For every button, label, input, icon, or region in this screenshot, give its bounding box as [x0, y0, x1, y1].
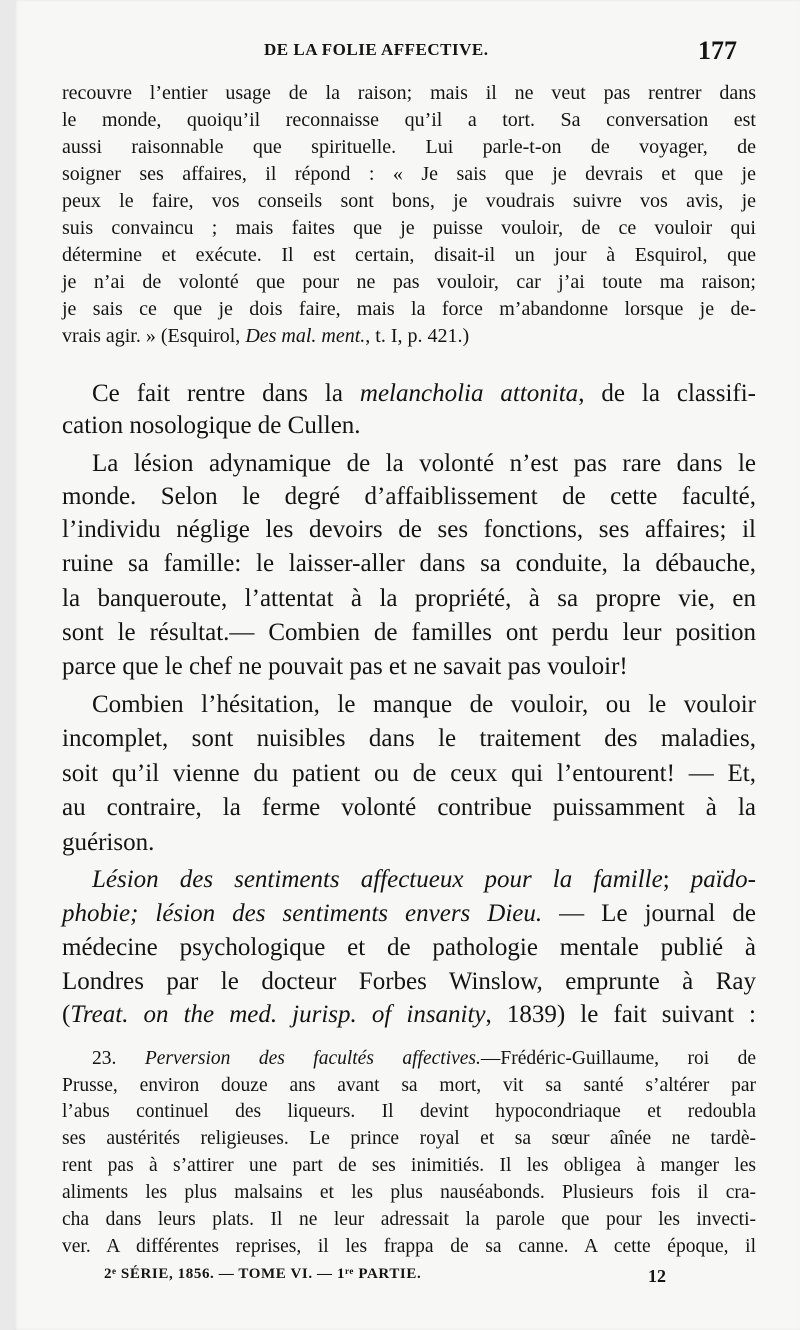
- text-line: [62, 323, 756, 349]
- italic-term: melancholia attonita: [359, 380, 579, 407]
- section-heading: phobie; lésion des sentiments envers Dieu.: [62, 900, 543, 927]
- text-line: cation nosologique de Cullen.: [62, 412, 361, 439]
- text-line: ses austérités religieuses. Le prince royal et sa sœur aînée ne tardè-: [62, 1128, 756, 1149]
- text-segment: —Frédéric-Guillaume, roi de: [480, 1048, 756, 1069]
- text-segment: , 1839) le fait suivant :: [485, 1001, 756, 1028]
- text-line: je sais ce que je dois faire, mais la force m’abandonne lorsque je de-: [62, 298, 756, 320]
- text-line: [92, 1046, 756, 1072]
- text-line: Prusse, environ douze ans avant sa mort, vit sa santé s’altérer par: [62, 1075, 756, 1096]
- text-line: cha dans leurs plats. Il ne leur adressait la parole que pour les invecti-: [62, 1209, 756, 1230]
- page-header: [14, 36, 800, 70]
- text-segment: , de la classifi-: [578, 380, 756, 407]
- text-line: guérison.: [62, 829, 155, 856]
- text-line: le monde, quoiqu’il reconnaisse qu’il a tort. Sa conversation est: [62, 109, 756, 131]
- section-heading: Lésion des sentiments affectueux pour la famille: [92, 866, 663, 893]
- book-page: [14, 0, 800, 1330]
- series-line: 2ᵉ SÉRIE, 1856. — TOME VI. — 1ʳᵉ PARTIE.: [104, 1266, 422, 1282]
- citation-title: Treat. on the med. jurisp. of insanity: [70, 1001, 486, 1028]
- text-segment: (: [62, 1001, 71, 1028]
- text-segment: Ce fait rentre dans la: [92, 380, 360, 407]
- text-line: Londres par le docteur Forbes Winslow, emprunte à Ray: [62, 968, 756, 995]
- case-title: Perversion des facultés affectives.: [144, 1048, 481, 1069]
- text-line: incomplet, sont nuisibles dans le traitement des maladies,: [62, 725, 756, 752]
- text-line: suis convaincu ; mais faites que je puisse vouloir, de ce vouloir qui: [62, 217, 756, 239]
- text-line: soit qu’il vienne du patient ou de ceux qui l’entourent! — Et,: [62, 760, 756, 787]
- signature-mark: 12: [648, 1266, 666, 1286]
- text-line: la banqueroute, l’attentat à la propriété, à sa propre vie, en: [62, 585, 756, 612]
- text-line: rent pas à s’attirer une part de ses inimitiés. Il les obligea à manger les: [62, 1155, 756, 1176]
- text-segment: ;: [662, 866, 691, 893]
- text-line: peux le faire, vos conseils sont bons, je voudrais suivre vos avis, je: [62, 190, 756, 212]
- case-number: 23.: [92, 1048, 145, 1069]
- text-line: [62, 999, 756, 1031]
- running-head: DE LA FOLIE AFFECTIVE.: [264, 40, 489, 59]
- text-line: médecine psychologique et de pathologie mentale publié à: [62, 934, 756, 961]
- text-line: sont le résultat.— Combien de familles ont perdu leur position: [62, 619, 756, 646]
- text-line: monde. Selon le degré d’affaiblissement de cette faculté,: [62, 483, 756, 510]
- text-line: ruine sa famille: le laisser-aller dans sa conduite, la débauche,: [62, 550, 756, 577]
- text-line: recouvre l’entier usage de la raison; mais il ne veut pas rentrer dans: [62, 82, 756, 104]
- text-line: aliments les plus malsains et les plus nauséabonds. Plusieurs fois il cra-: [62, 1182, 756, 1203]
- text-line: ver. A différentes reprises, il les frappa de sa canne. A cette époque, il: [62, 1236, 756, 1257]
- page-number: 177: [698, 36, 737, 65]
- text-line: [92, 378, 756, 410]
- text-segment: vrais agir. » (Esquirol,: [62, 325, 246, 347]
- text-line: Combien l’hésitation, le manque de vouloir, ou le vouloir: [92, 691, 756, 718]
- page-footer: [14, 1266, 800, 1294]
- text-line: aussi raisonnable que spirituelle. Lui parle-t-on de voyager, de: [62, 136, 756, 158]
- text-line: l’individu néglige les devoirs de ses fonctions, ses affaires; il: [62, 516, 756, 543]
- text-line: parce que le chef ne pouvait pas et ne savait pas vouloir!: [62, 653, 628, 680]
- text-line: [62, 898, 756, 930]
- text-segment: — Le journal de: [542, 900, 756, 927]
- text-line: détermine et exécute. Il est certain, disait-il un jour à Esquirol, que: [62, 244, 756, 266]
- text-line: je n’ai de volonté que pour ne pas vouloir, car j’ai toute ma raison;: [62, 271, 756, 293]
- text-line: au contraire, la ferme volonté contribue puissamment à la: [62, 794, 756, 821]
- text-segment: , t. I, p. 421.): [365, 325, 470, 347]
- text-line: soigner ses affaires, il répond : « Je sais que je devrais et que je: [62, 163, 756, 185]
- section-heading: païdo-: [690, 866, 757, 893]
- text-line: l’abus continuel des liqueurs. Il devint hypocondriaque et redoubla: [62, 1101, 756, 1122]
- text-line: La lésion adynamique de la volonté n’est pas rare dans le: [92, 450, 756, 477]
- citation-title: Des mal. ment.: [245, 325, 366, 347]
- text-line: [92, 864, 756, 896]
